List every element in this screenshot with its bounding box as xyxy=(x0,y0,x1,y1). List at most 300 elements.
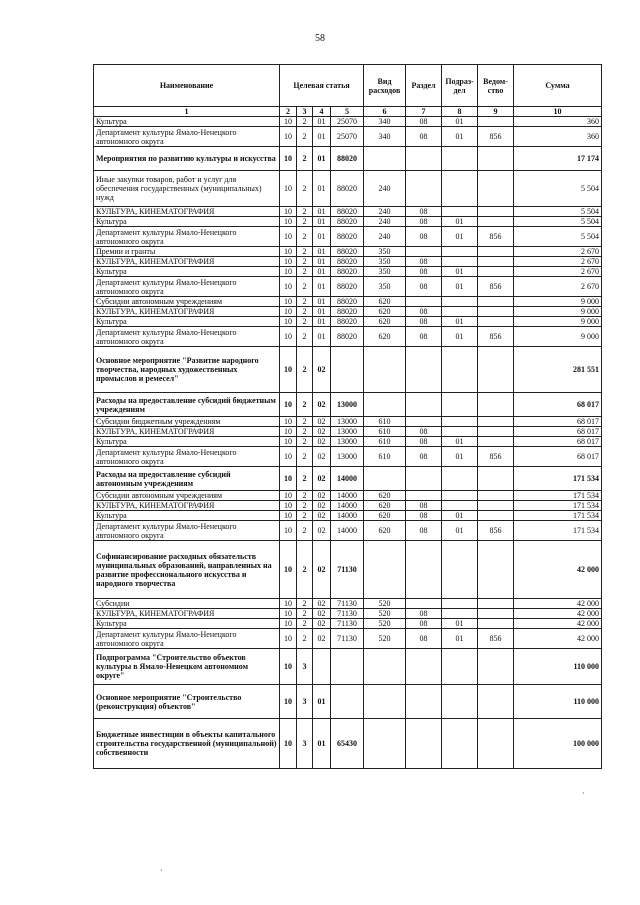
table-row xyxy=(94,297,602,307)
row-subsection-cell xyxy=(442,147,478,171)
row-target-program-cell: 10 xyxy=(280,437,297,447)
row-target-measure-cell: 01 xyxy=(313,685,331,719)
row-subsection-cell: 01 xyxy=(442,437,478,447)
row-name-cell: Основное мероприятие "Развитие народного творчества, народных художественных промыслов и ремесел" xyxy=(94,347,280,393)
row-department-cell: 856 xyxy=(478,127,514,147)
row-expense-type-cell: 520 xyxy=(364,629,406,649)
row-sum-cell: 9 000 xyxy=(514,307,602,317)
row-subsection-cell xyxy=(442,649,478,685)
row-target-program-cell: 10 xyxy=(280,277,297,297)
row-subsection-cell: 01 xyxy=(442,447,478,467)
row-department-cell xyxy=(478,427,514,437)
header-expense-type: Вид расходов xyxy=(364,65,406,107)
row-department-cell xyxy=(478,257,514,267)
row-department-cell xyxy=(478,207,514,217)
row-section-cell: 08 xyxy=(406,257,442,267)
row-name-cell: Расходы на предоставление субсидий автономным учреждениям xyxy=(94,467,280,491)
row-sum-cell: 281 551 xyxy=(514,347,602,393)
row-name-cell: Департамент культуры Ямало-Ненецкого автономного округа xyxy=(94,277,280,297)
row-sum-cell: 171 534 xyxy=(514,491,602,501)
row-target-program-cell: 10 xyxy=(280,207,297,217)
row-target-direction-cell: 65430 xyxy=(331,719,364,769)
row-subsection-cell xyxy=(442,247,478,257)
row-name-cell: Департамент культуры Ямало-Ненецкого автономного округа xyxy=(94,447,280,467)
table-row xyxy=(94,171,602,207)
table-row xyxy=(94,327,602,347)
table-row xyxy=(94,217,602,227)
row-target-measure-cell: 02 xyxy=(313,347,331,393)
row-target-program-cell: 10 xyxy=(280,171,297,207)
row-expense-type-cell: 620 xyxy=(364,307,406,317)
table-row xyxy=(94,491,602,501)
table-row xyxy=(94,649,602,685)
table-row xyxy=(94,347,602,393)
row-subsection-cell xyxy=(442,467,478,491)
row-target-program-cell: 10 xyxy=(280,417,297,427)
row-target-program-cell: 10 xyxy=(280,599,297,609)
row-target-direction-cell: 88020 xyxy=(331,147,364,171)
row-expense-type-cell: 620 xyxy=(364,327,406,347)
row-section-cell: 08 xyxy=(406,501,442,511)
row-expense-type-cell: 240 xyxy=(364,207,406,217)
row-target-measure-cell: 02 xyxy=(313,619,331,629)
row-section-cell xyxy=(406,297,442,307)
row-name-cell: Культура xyxy=(94,117,280,127)
row-target-program-cell: 10 xyxy=(280,327,297,347)
table-row xyxy=(94,147,602,171)
row-section-cell xyxy=(406,649,442,685)
row-target-subprogram-cell: 2 xyxy=(297,427,313,437)
row-department-cell xyxy=(478,307,514,317)
row-target-measure-cell: 02 xyxy=(313,541,331,599)
row-target-measure-cell: 01 xyxy=(313,267,331,277)
column-number: 5 xyxy=(331,107,364,117)
row-target-program-cell: 10 xyxy=(280,467,297,491)
row-section-cell xyxy=(406,541,442,599)
row-target-subprogram-cell: 2 xyxy=(297,297,313,307)
row-expense-type-cell: 620 xyxy=(364,297,406,307)
row-target-direction-cell: 71130 xyxy=(331,619,364,629)
table-row xyxy=(94,719,602,769)
row-target-subprogram-cell: 2 xyxy=(297,171,313,207)
row-sum-cell: 68 017 xyxy=(514,437,602,447)
row-subsection-cell: 01 xyxy=(442,327,478,347)
column-number: 2 xyxy=(280,107,297,117)
row-expense-type-cell: 520 xyxy=(364,619,406,629)
row-target-direction-cell: 13000 xyxy=(331,447,364,467)
table-row xyxy=(94,521,602,541)
header-section: Раздел xyxy=(406,65,442,107)
row-section-cell xyxy=(406,347,442,393)
row-target-subprogram-cell: 2 xyxy=(297,609,313,619)
row-sum-cell: 171 534 xyxy=(514,511,602,521)
row-target-direction-cell: 25070 xyxy=(331,117,364,127)
table-row xyxy=(94,599,602,609)
row-sum-cell: 110 000 xyxy=(514,649,602,685)
table-row xyxy=(94,427,602,437)
row-target-program-cell: 10 xyxy=(280,217,297,227)
row-section-cell xyxy=(406,599,442,609)
row-target-program-cell: 10 xyxy=(280,393,297,417)
table-row xyxy=(94,257,602,267)
row-department-cell xyxy=(478,599,514,609)
row-target-program-cell: 10 xyxy=(280,127,297,147)
row-target-direction-cell: 88020 xyxy=(331,257,364,267)
row-target-direction-cell: 88020 xyxy=(331,327,364,347)
row-target-subprogram-cell: 2 xyxy=(297,307,313,317)
row-target-program-cell: 10 xyxy=(280,447,297,467)
row-expense-type-cell xyxy=(364,685,406,719)
row-expense-type-cell: 350 xyxy=(364,247,406,257)
row-name-cell: Иные закупки товаров, работ и услуг для обеспечения государственных (муниципальных) нужд xyxy=(94,171,280,207)
row-target-direction-cell xyxy=(331,649,364,685)
table-row xyxy=(94,511,602,521)
row-target-direction-cell: 14000 xyxy=(331,501,364,511)
table-row xyxy=(94,501,602,511)
row-section-cell: 08 xyxy=(406,427,442,437)
row-section-cell xyxy=(406,467,442,491)
row-department-cell: 856 xyxy=(478,629,514,649)
table-row xyxy=(94,317,602,327)
row-target-program-cell: 10 xyxy=(280,147,297,171)
row-target-subprogram-cell: 2 xyxy=(297,267,313,277)
table-row xyxy=(94,277,602,297)
row-subsection-cell xyxy=(442,171,478,207)
row-target-program-cell: 10 xyxy=(280,227,297,247)
row-name-cell: КУЛЬТУРА, КИНЕМАТОГРАФИЯ xyxy=(94,257,280,267)
row-expense-type-cell: 610 xyxy=(364,427,406,437)
row-name-cell: КУЛЬТУРА, КИНЕМАТОГРАФИЯ xyxy=(94,307,280,317)
row-target-direction-cell: 13000 xyxy=(331,417,364,427)
row-name-cell: КУЛЬТУРА, КИНЕМАТОГРАФИЯ xyxy=(94,427,280,437)
row-target-direction-cell: 13000 xyxy=(331,393,364,417)
table-row xyxy=(94,467,602,491)
row-target-program-cell: 10 xyxy=(280,427,297,437)
row-name-cell: Культура xyxy=(94,217,280,227)
row-target-subprogram-cell: 2 xyxy=(297,217,313,227)
row-subsection-cell: 01 xyxy=(442,619,478,629)
row-expense-type-cell xyxy=(364,649,406,685)
row-name-cell: Культура xyxy=(94,619,280,629)
row-target-program-cell: 10 xyxy=(280,619,297,629)
row-sum-cell: 68 017 xyxy=(514,393,602,417)
row-expense-type-cell: 240 xyxy=(364,217,406,227)
row-section-cell: 08 xyxy=(406,127,442,147)
row-target-measure-cell: 02 xyxy=(313,437,331,447)
row-target-measure-cell: 01 xyxy=(313,171,331,207)
row-section-cell: 08 xyxy=(406,307,442,317)
row-department-cell xyxy=(478,437,514,447)
row-department-cell xyxy=(478,417,514,427)
row-name-cell: КУЛЬТУРА, КИНЕМАТОГРАФИЯ xyxy=(94,501,280,511)
row-target-direction-cell: 13000 xyxy=(331,437,364,447)
row-target-measure-cell: 01 xyxy=(313,217,331,227)
page-number: 58 xyxy=(315,33,325,44)
row-department-cell xyxy=(478,393,514,417)
row-section-cell: 08 xyxy=(406,521,442,541)
row-sum-cell: 42 000 xyxy=(514,541,602,599)
row-expense-type-cell: 350 xyxy=(364,277,406,297)
table-row xyxy=(94,227,602,247)
row-subsection-cell xyxy=(442,501,478,511)
row-target-program-cell: 10 xyxy=(280,257,297,267)
row-expense-type-cell: 620 xyxy=(364,317,406,327)
row-target-subprogram-cell: 2 xyxy=(297,417,313,427)
row-target-direction-cell: 14000 xyxy=(331,521,364,541)
table-row xyxy=(94,207,602,217)
row-subsection-cell xyxy=(442,599,478,609)
row-sum-cell: 17 174 xyxy=(514,147,602,171)
table-row xyxy=(94,117,602,127)
row-sum-cell: 42 000 xyxy=(514,609,602,619)
row-sum-cell: 2 670 xyxy=(514,257,602,267)
table-row xyxy=(94,609,602,619)
row-subsection-cell: 01 xyxy=(442,217,478,227)
row-name-cell: Расходы на предоставление субсидий бюджетным учреждениям xyxy=(94,393,280,417)
row-sum-cell: 2 670 xyxy=(514,277,602,297)
row-target-program-cell: 10 xyxy=(280,649,297,685)
row-target-program-cell: 10 xyxy=(280,317,297,327)
column-number: 3 xyxy=(297,107,313,117)
row-department-cell xyxy=(478,217,514,227)
row-sum-cell: 9 000 xyxy=(514,327,602,347)
table-row xyxy=(94,619,602,629)
row-target-program-cell: 10 xyxy=(280,685,297,719)
row-expense-type-cell: 610 xyxy=(364,437,406,447)
table-row xyxy=(94,685,602,719)
row-subsection-cell: 01 xyxy=(442,117,478,127)
row-name-cell: Субсидии бюджетным учреждениям xyxy=(94,417,280,427)
row-target-direction-cell: 88020 xyxy=(331,171,364,207)
row-department-cell xyxy=(478,147,514,171)
row-sum-cell: 110 000 xyxy=(514,685,602,719)
row-section-cell xyxy=(406,393,442,417)
row-target-subprogram-cell: 2 xyxy=(297,541,313,599)
row-name-cell: Департамент культуры Ямало-Ненецкого автономного округа xyxy=(94,127,280,147)
row-expense-type-cell: 620 xyxy=(364,521,406,541)
table-row xyxy=(94,307,602,317)
row-department-cell xyxy=(478,117,514,127)
row-target-program-cell: 10 xyxy=(280,307,297,317)
row-target-subprogram-cell: 2 xyxy=(297,247,313,257)
table-row xyxy=(94,629,602,649)
table-row xyxy=(94,393,602,417)
row-target-subprogram-cell: 2 xyxy=(297,327,313,347)
row-target-measure-cell: 02 xyxy=(313,467,331,491)
row-section-cell xyxy=(406,417,442,427)
row-target-subprogram-cell: 2 xyxy=(297,511,313,521)
row-name-cell: Культура xyxy=(94,511,280,521)
row-sum-cell: 360 xyxy=(514,117,602,127)
row-target-direction-cell: 25070 xyxy=(331,127,364,147)
row-department-cell: 856 xyxy=(478,277,514,297)
row-sum-cell: 68 017 xyxy=(514,417,602,427)
row-sum-cell: 9 000 xyxy=(514,317,602,327)
row-subsection-cell: 01 xyxy=(442,521,478,541)
row-name-cell: Культура xyxy=(94,317,280,327)
row-target-direction-cell xyxy=(331,685,364,719)
row-name-cell: Департамент культуры Ямало-Ненецкого автономного округа xyxy=(94,629,280,649)
row-subsection-cell: 01 xyxy=(442,317,478,327)
row-target-subprogram-cell: 2 xyxy=(297,447,313,467)
table-row xyxy=(94,541,602,599)
column-number: 9 xyxy=(478,107,514,117)
row-name-cell: Субсидии xyxy=(94,599,280,609)
row-department-cell xyxy=(478,491,514,501)
row-target-subprogram-cell: 2 xyxy=(297,599,313,609)
row-target-subprogram-cell: 2 xyxy=(297,629,313,649)
row-sum-cell: 360 xyxy=(514,127,602,147)
table-row xyxy=(94,417,602,427)
header-target: Целевая статья xyxy=(280,65,364,107)
row-target-direction-cell: 71130 xyxy=(331,599,364,609)
row-target-measure-cell: 02 xyxy=(313,609,331,619)
row-section-cell xyxy=(406,147,442,171)
row-target-program-cell: 10 xyxy=(280,629,297,649)
row-section-cell: 08 xyxy=(406,619,442,629)
row-section-cell xyxy=(406,171,442,207)
row-expense-type-cell xyxy=(364,147,406,171)
scan-dot: · xyxy=(160,866,163,875)
row-target-measure-cell: 01 xyxy=(313,307,331,317)
row-target-subprogram-cell: 2 xyxy=(297,501,313,511)
row-target-measure-cell: 01 xyxy=(313,719,331,769)
row-target-measure-cell: 01 xyxy=(313,207,331,217)
row-section-cell xyxy=(406,685,442,719)
column-number-row xyxy=(94,107,602,117)
row-target-measure-cell: 02 xyxy=(313,521,331,541)
row-section-cell: 08 xyxy=(406,629,442,649)
row-target-subprogram-cell: 2 xyxy=(297,317,313,327)
row-expense-type-cell: 610 xyxy=(364,447,406,467)
table-row xyxy=(94,437,602,447)
row-target-direction-cell: 88020 xyxy=(331,317,364,327)
row-department-cell: 856 xyxy=(478,327,514,347)
row-department-cell xyxy=(478,511,514,521)
row-target-direction-cell: 14000 xyxy=(331,511,364,521)
row-name-cell: Департамент культуры Ямало-Ненецкого автономного округа xyxy=(94,327,280,347)
row-expense-type-cell: 240 xyxy=(364,171,406,207)
row-target-subprogram-cell: 2 xyxy=(297,619,313,629)
row-expense-type-cell xyxy=(364,347,406,393)
row-target-subprogram-cell: 2 xyxy=(297,437,313,447)
row-target-direction-cell: 71130 xyxy=(331,609,364,619)
row-target-measure-cell xyxy=(313,649,331,685)
row-expense-type-cell: 610 xyxy=(364,417,406,427)
row-section-cell: 08 xyxy=(406,317,442,327)
row-name-cell: КУЛЬТУРА, КИНЕМАТОГРАФИЯ xyxy=(94,609,280,619)
row-target-direction-cell: 88020 xyxy=(331,277,364,297)
row-department-cell xyxy=(478,685,514,719)
row-target-program-cell: 10 xyxy=(280,247,297,257)
row-target-program-cell: 10 xyxy=(280,541,297,599)
row-target-direction-cell: 13000 xyxy=(331,427,364,437)
row-department-cell xyxy=(478,649,514,685)
row-target-measure-cell: 02 xyxy=(313,447,331,467)
row-target-direction-cell: 88020 xyxy=(331,307,364,317)
row-target-subprogram-cell: 2 xyxy=(297,207,313,217)
row-department-cell xyxy=(478,347,514,393)
row-expense-type-cell: 620 xyxy=(364,491,406,501)
row-name-cell: Премии и гранты xyxy=(94,247,280,257)
row-target-direction-cell: 14000 xyxy=(331,491,364,501)
row-subsection-cell xyxy=(442,207,478,217)
row-name-cell: Софинансирование расходных обязательств муниципальных образований, направленных на развитие профессионального искусства и народного творчества xyxy=(94,541,280,599)
row-name-cell: Субсидии автономным учреждениям xyxy=(94,491,280,501)
row-expense-type-cell: 520 xyxy=(364,609,406,619)
row-target-measure-cell: 02 xyxy=(313,393,331,417)
row-name-cell: Мероприятия по развитию культуры и искусства xyxy=(94,147,280,171)
row-sum-cell: 171 534 xyxy=(514,467,602,491)
column-number: 7 xyxy=(406,107,442,117)
row-subsection-cell: 01 xyxy=(442,511,478,521)
row-expense-type-cell: 620 xyxy=(364,511,406,521)
row-department-cell xyxy=(478,171,514,207)
row-expense-type-cell xyxy=(364,393,406,417)
row-sum-cell: 42 000 xyxy=(514,619,602,629)
row-target-subprogram-cell: 2 xyxy=(297,227,313,247)
row-sum-cell: 5 504 xyxy=(514,217,602,227)
row-subsection-cell xyxy=(442,393,478,417)
table-row xyxy=(94,247,602,257)
column-number: 6 xyxy=(364,107,406,117)
row-target-program-cell: 10 xyxy=(280,521,297,541)
row-name-cell: Культура xyxy=(94,437,280,447)
row-target-program-cell: 10 xyxy=(280,511,297,521)
row-section-cell: 08 xyxy=(406,117,442,127)
row-target-program-cell: 10 xyxy=(280,491,297,501)
row-sum-cell: 171 534 xyxy=(514,501,602,511)
row-target-measure-cell: 01 xyxy=(313,277,331,297)
column-number: 8 xyxy=(442,107,478,117)
row-department-cell xyxy=(478,501,514,511)
table-row xyxy=(94,447,602,467)
row-subsection-cell: 01 xyxy=(442,127,478,147)
row-sum-cell: 171 534 xyxy=(514,521,602,541)
header-department: Ведом-ство xyxy=(478,65,514,107)
row-target-direction-cell: 88020 xyxy=(331,247,364,257)
row-target-measure-cell: 01 xyxy=(313,257,331,267)
row-sum-cell: 5 504 xyxy=(514,171,602,207)
row-expense-type-cell xyxy=(364,719,406,769)
row-section-cell: 08 xyxy=(406,217,442,227)
row-section-cell: 08 xyxy=(406,227,442,247)
row-department-cell xyxy=(478,467,514,491)
row-section-cell: 08 xyxy=(406,437,442,447)
row-target-subprogram-cell: 3 xyxy=(297,719,313,769)
header-subsection: Подраз-дел xyxy=(442,65,478,107)
row-target-subprogram-cell: 2 xyxy=(297,127,313,147)
row-section-cell xyxy=(406,491,442,501)
row-name-cell: Основное мероприятие "Строительство (реконструкция) объектов" xyxy=(94,685,280,719)
row-department-cell xyxy=(478,609,514,619)
row-sum-cell: 9 000 xyxy=(514,297,602,307)
row-subsection-cell xyxy=(442,609,478,619)
row-subsection-cell xyxy=(442,417,478,427)
row-target-subprogram-cell: 2 xyxy=(297,277,313,297)
row-expense-type-cell: 340 xyxy=(364,127,406,147)
row-target-measure-cell: 02 xyxy=(313,599,331,609)
row-target-direction-cell xyxy=(331,347,364,393)
row-target-program-cell: 10 xyxy=(280,267,297,277)
row-name-cell: Субсидии автономным учреждениям xyxy=(94,297,280,307)
row-target-measure-cell: 01 xyxy=(313,247,331,257)
row-subsection-cell xyxy=(442,307,478,317)
row-expense-type-cell xyxy=(364,541,406,599)
row-subsection-cell xyxy=(442,427,478,437)
row-target-subprogram-cell: 2 xyxy=(297,521,313,541)
row-target-program-cell: 10 xyxy=(280,609,297,619)
